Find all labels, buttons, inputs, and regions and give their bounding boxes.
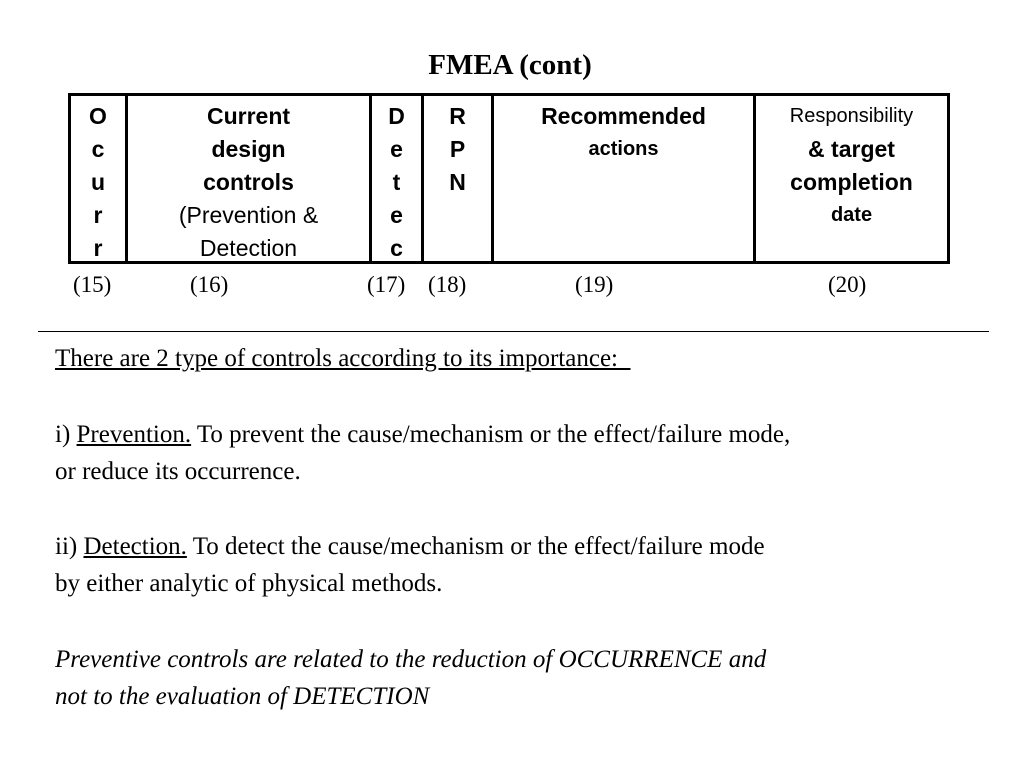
- note-line: [55, 641, 766, 678]
- column-occurrence: [71, 96, 125, 261]
- column-current-line: (Prevention &: [178, 202, 319, 228]
- column-responsibility-line: & target: [808, 136, 895, 162]
- column-detection-line: c: [390, 235, 403, 261]
- column-current-line: Detection: [199, 235, 298, 261]
- detection-prefix: ii): [55, 533, 84, 560]
- column-number: (18): [428, 272, 467, 297]
- column-occurrence-line: u: [90, 169, 106, 195]
- note-line: [55, 678, 429, 715]
- column-recommended-line: Recommended: [541, 103, 706, 129]
- column-detection-line: e: [390, 136, 403, 162]
- column-responsibility-line: date: [830, 204, 873, 226]
- column-number: (16): [190, 272, 229, 297]
- column-number: (20): [828, 272, 867, 297]
- note-line-1: Preventive controls are related to the reduction of OCCURRENCE and: [55, 646, 767, 673]
- column-rpn: [421, 96, 491, 261]
- intro-text: [55, 340, 631, 377]
- intro-text-content: There are 2 type of controls according to its importance:: [55, 345, 618, 372]
- divider: [38, 331, 989, 332]
- column-responsibility: [753, 96, 947, 261]
- column-detection-line: e: [390, 202, 403, 228]
- column-occurrence-line: c: [91, 136, 105, 162]
- prevention-text: To prevent the cause/mechanism or the effect/failure mode,: [191, 421, 791, 448]
- detection-item: [55, 528, 765, 565]
- prevention-item: [55, 416, 790, 453]
- detection-text: To detect the cause/mechanism or the effect/failure mode: [186, 533, 765, 560]
- column-number: (19): [575, 272, 614, 297]
- column-responsibility-line: Responsibility: [789, 105, 914, 127]
- detection-continuation: [55, 565, 442, 602]
- note-line-2: not to the evaluation of DETECTION: [55, 683, 430, 710]
- column-current-line: design: [211, 136, 286, 162]
- column-occurrence-line: r: [93, 235, 103, 261]
- column-recommended-actions: [491, 96, 753, 261]
- prevention-cont-text: or reduce its occurrence.: [55, 458, 301, 485]
- column-current-line: Current: [206, 103, 291, 129]
- column-rpn-line: P: [449, 136, 466, 162]
- column-rpn-line: R: [449, 103, 466, 129]
- prevention-term: Prevention.: [76, 421, 192, 448]
- column-detection-line: t: [392, 169, 401, 195]
- column-occurrence-line: O: [89, 103, 107, 129]
- page-title: FMEA (cont): [428, 49, 592, 81]
- column-detection-line: D: [388, 103, 405, 129]
- fmea-header-table: [68, 93, 950, 264]
- column-detection: [369, 96, 421, 261]
- column-occurrence-line: r: [93, 202, 103, 228]
- detection-term: Detection.: [83, 533, 187, 560]
- prevention-prefix: i): [55, 421, 77, 448]
- prevention-continuation: [55, 453, 301, 490]
- column-rpn-line: N: [449, 169, 466, 195]
- column-number: (17): [367, 272, 406, 297]
- column-current-line: controls: [203, 169, 294, 195]
- detection-cont-text: by either analytic of physical methods.: [55, 570, 443, 597]
- column-responsibility-line: completion: [790, 169, 913, 195]
- column-current-design-controls: [125, 96, 369, 261]
- column-number: (15): [73, 272, 112, 297]
- column-recommended-line: actions: [588, 138, 659, 160]
